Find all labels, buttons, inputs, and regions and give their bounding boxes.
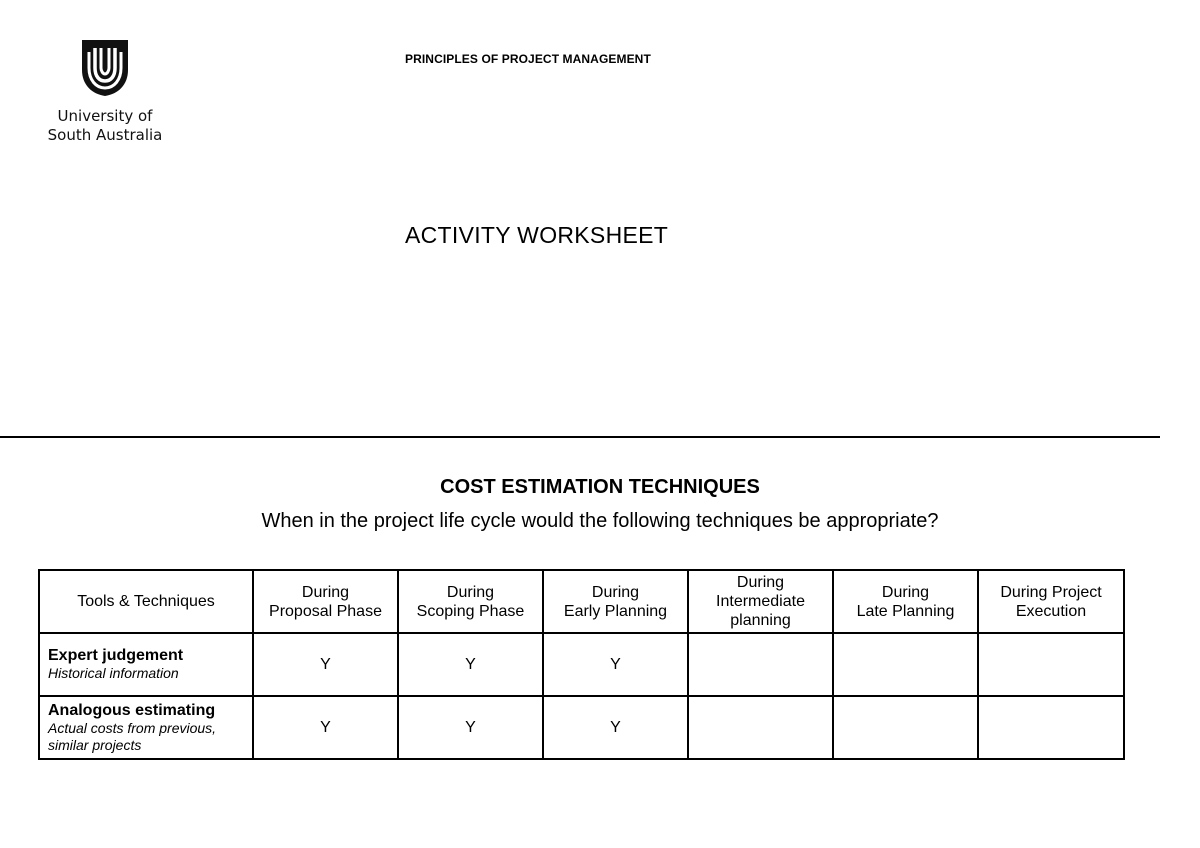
cell-late-planning: [833, 633, 978, 696]
header-early-planning: During Early Planning: [543, 570, 688, 633]
technique-cell: [39, 696, 253, 759]
header-tools-techniques: Tools & Techniques: [39, 570, 253, 633]
table-row: [39, 696, 1124, 759]
header-project-execution: During Project Execution: [978, 570, 1124, 633]
technique-note: Historical information: [48, 665, 179, 681]
header-proposal-phase: During Proposal Phase: [253, 570, 398, 633]
cell-proposal: Y: [253, 696, 398, 759]
header-scoping-phase: During Scoping Phase: [398, 570, 543, 633]
cell-scoping: Y: [398, 696, 543, 759]
cell-intermediate-planning: [688, 696, 833, 759]
table-header-row: [39, 570, 1124, 633]
cell-scoping: Y: [398, 633, 543, 696]
section-heading: COST ESTIMATION TECHNIQUES: [440, 476, 760, 498]
table-row: [39, 633, 1124, 696]
header-intermediate-planning: During Intermediate planning: [688, 570, 833, 633]
course-title: PRINCIPLES OF PROJECT MANAGEMENT: [405, 52, 651, 66]
cell-proposal: Y: [253, 633, 398, 696]
logo-text-line1: University of: [57, 107, 153, 125]
technique-cell: [39, 633, 253, 696]
unisa-shield-icon: [80, 38, 130, 98]
cell-execution: [978, 633, 1124, 696]
section-question: When in the project life cycle would the following techniques be appropriate?: [261, 510, 939, 532]
cell-intermediate-planning: [688, 633, 833, 696]
cell-early-planning: Y: [543, 696, 688, 759]
cell-execution: [978, 696, 1124, 759]
university-logo: [40, 38, 170, 145]
techniques-table: [38, 569, 1125, 760]
logo-text-line2: South Australia: [47, 126, 163, 144]
horizontal-divider: [0, 436, 1160, 438]
technique-name: Expert judgement: [48, 647, 184, 664]
technique-name: Analogous estimating: [48, 701, 216, 719]
header-late-planning: During Late Planning: [833, 570, 978, 633]
worksheet-title: ACTIVITY WORKSHEET: [405, 222, 669, 248]
cell-early-planning: Y: [543, 633, 688, 696]
cell-late-planning: [833, 696, 978, 759]
technique-note: Actual costs from previous, similar projects: [48, 719, 217, 753]
